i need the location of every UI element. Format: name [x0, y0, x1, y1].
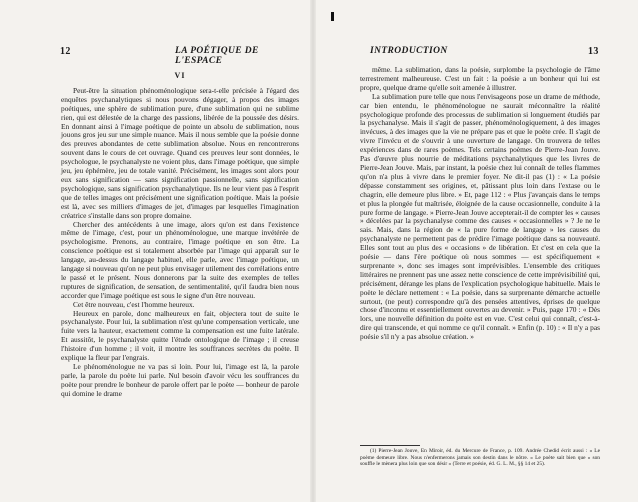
running-header-right [318, 46, 623, 60]
paragraph: La sublimation pure telle que nous l'envisageons pose un drame de méthode, car bien entendu, le phénoménologue ne saurait méconnaître la réalité psychologique profonde des processus de sublimation si longuement étudiés par la psychanalyse. Mais il s'agit de passer, phénoménologiquement, à des images invécues, à des images que la vie ne prépare pas et que le poète crée. Il s'agit de vivre l'invécu et de s'ouvrir à une ouverture de langage. On trouvera de telles expériences dans de rares poèmes. Tels certains poèmes de Pierre-Jean Jouve. Pas d'œuvre plus nourrie de méditations psychanalytiques que les livres de Pierre-Jean Jouve. Mais, par instant, la poésie chez lui connaît de telles flammes qu'on n'a plus à vivre dans le premier foyer. Ne dit-il pas (1) : « La poésie dépasse constamment ses origines, et, pâtissant plus loin dans l'extase ou le chagrin, elle demeure plus libre. » Et, page 112 : « Plus j'avançais dans le temps et plus la plongée fut maîtrisée, éloignée de la cause occasionnelle, conduite à la pure forme de langage. » Pierre-Jean Jouve accepterait-il de compter les « causes » décelées par la psychanalyse comme des causes « occasionnelles » ? Je ne le sais. Mais, dans la région de « la pure forme de langage » les causes du psychanalyste ne permettent pas de prédire l'image poétique dans sa nouveauté. Elles sont tout au plus des « occasions » de libération. Et c'est en cela que la poésie — dans l'ère poétique où nous sommes — est spécifiquement « surprenante », donc ses images sont imprévisibles. L'ensemble des critiques littéraires ne prennent pas une assez nette conscience de cette imprévisibilité qui, précisément, dérange les plans de l'explication psychologique habituelle. Mais le poète le déclare nettement : « La poésie, dans sa surprenante démarche actuelle surtout, (ne peut) correspondre qu'à des pensées attentives, éprises de quelque chose d'inconnu et essentiellement ouvertes au devenir. » Puis, page 170 : « Dès lors, une nouvelle définition du poète est en vue. C'est celui qui connaît, c'est-à-dire qui transcende, et qui nomme ce qu'il connaît. » Enfin (p. 10) : « Il n'y a pas poésie s'il n'y a pas absolue création. » [360, 91, 600, 342]
paragraph: Chercher des antécédents à une image, alors qu'on est dans l'existence même de l'image, c'est, pour un phénoménologue, une marque invétérée de psychologisme. Prenons, au contraire, l'image poétique en son être. La conscience poétique est si totalement absorbée par l'image qui apparaît sur le langage, au-dessus du langage habituel, elle parle, avec l'image poétique, un langage si nouveau qu'on ne peut plus envisager utilement des corrélations entre le passé et le présent. Nous donnerons par la suite des exemples de telles ruptures de signification, de sensation, de sentimentalité, qu'il faudra bien nous accorder que l'image poétique est sous le signe d'un être nouveau. [61, 219, 299, 300]
paragraph: Le phénoménologue ne va pas si loin. Pour lui, l'image est là, la parole parle, la parole du poète lui parle. Nul besoin d'avoir vécu les souffrances du poète pour prendre le bonheur de parole offert par le poète — bonheur de parole qui domine le drame [61, 362, 299, 398]
page-number: 13 [588, 46, 599, 57]
book-gutter [310, 0, 316, 502]
page-number: 12 [60, 46, 71, 57]
paragraph: Cet être nouveau, c'est l'homme heureux. [73, 299, 195, 309]
left-page [0, 0, 305, 502]
running-title: LA POÉTIQUE DE L'ESPACE [175, 46, 259, 66]
section-number: VI [174, 71, 186, 80]
running-title: INTRODUCTION [370, 46, 448, 56]
paragraph: Peut-être la situation phénoménologique sera-t-elle précisée à l'égard des enquêtes psychanalytiques si nous pouvons dégager, à propos des images poétiques, une sphère de sublimation pure, d'une sublimation qui ne sublime rien, qui est délestée de la charge des passions, libérée de la poussée des désirs. En donnant ainsi à l'image poétique de pointe un absolu de sublimation, nous jouons gros jeu sur une simple nuance. Mais il nous semble que la poésie donne des preuves abondantes de cette sublimation absolue. Nous en rencontrerons souvent dans le cours de cet ouvrage. Quand ces preuves leur sont données, le psychologue, le psychanalyste ne voient plus, dans l'image poétique, que simple jeu, jeu éphémère, jeu de totale vanité. Précisément, les images sont alors pour eux sans signification — sans signification passionnelle, sans signification psychologique, sans signification psychanalytique. Ils ne leur vient pas à l'esprit que de telles images ont précisément une signification poétique. Mais la poésie est là, avec ses milliers d'images de jet, d'images par lesquelles l'imagination créatrice s'installe dans son propre domaine. [61, 85, 299, 220]
running-header-left [0, 46, 305, 66]
paragraph: Heureux en parole, donc malheureux en fait, objectera tout de suite le psychanalyste. Pour lui, la sublimation n'est qu'une compensation verticale, une fuite vers la hauteur, exactement comme la compensation est une fuite latérale. Et aussitôt, le psychanalyste quitte l'étude ontologique de l'image ; il creuse l'histoire d'un homme ; il voit, il montre les souffrances secrètes du poète. Il explique la fleur par l'engrais. [61, 308, 299, 363]
left-body-text [61, 72, 299, 399]
footnote [360, 448, 600, 468]
footnote-rule [360, 445, 420, 446]
footnote-text: (1) Pierre-Jean Jouve, En Miroir, éd. du Mercure de France, p. 109. Andrée Chedid écrit aussi : « Le poème demeure libre. Nous n'enfermerons jamais son destin dans le nôtre. » Le poète sait bien que « son souffle le mènera plus loin que son désir » (Terre et poésie, éd. G. L. M., §§ 14 et 25). [360, 448, 600, 468]
right-body-text [360, 66, 600, 342]
right-page [318, 0, 623, 502]
paragraph: même. La sublimation, dans la poésie, surplombe la psychologie de l'âme terrestrement malheureuse. C'est un fait : la poésie a un bonheur qui lui est propre, quelque drame qu'elle soit amenée à illustrer. [360, 65, 600, 92]
